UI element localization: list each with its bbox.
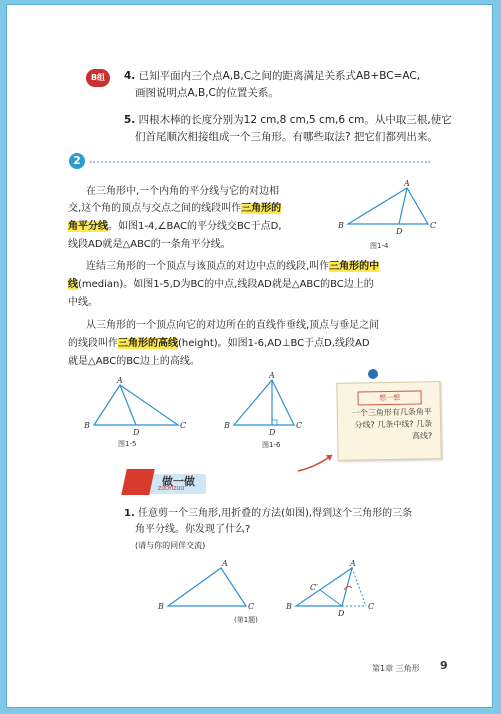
q1r-label-d: D — [338, 609, 345, 618]
figure-1-6 — [224, 370, 324, 450]
think-note-title: 想一想 — [357, 390, 421, 405]
arrow-icon — [296, 445, 356, 475]
section-number-badge: 2 — [69, 153, 85, 169]
q1-figure-right — [286, 558, 386, 618]
fig15-caption: 图1-5 — [118, 440, 137, 448]
q1r-label-b: B — [286, 602, 292, 611]
fig14-label-a: A — [404, 179, 410, 188]
activity-q1-line-1: 1. 任意剪一个三角形,用折叠的方法(如图),得到这个三角形的三条 — [124, 508, 413, 519]
figure-1-5 — [82, 375, 192, 455]
fig15-label-b: B — [84, 421, 90, 430]
section-divider — [90, 161, 430, 163]
activity-q1-line-2: 角平分线。你发现了什么? — [135, 524, 251, 535]
fig16-label-c: C — [296, 421, 303, 430]
fig15-label-d: D — [133, 428, 140, 437]
fig14-caption: 图1-4 — [370, 242, 389, 250]
para1-line-2: 交,这个角的顶点与交点之间的线段叫作三角形的 — [68, 203, 282, 214]
figure-1-4 — [336, 180, 436, 260]
fig16-label-b: B — [224, 421, 230, 430]
para3-line-3: 就是△ABC的BC边上的高线。 — [68, 356, 200, 367]
para1-line-3: 角平分线。如图1-4,∠BAC的平分线交BC于点D, — [68, 221, 282, 232]
problem-4-line-2: 画图说明点A,B,C的位置关系。 — [135, 87, 279, 99]
fig14-label-c: C — [430, 221, 437, 230]
para1-line-1: 在三角形中,一个内角的平分线与它的对边相 — [86, 186, 280, 197]
pin-icon — [368, 369, 378, 379]
problem-4-line-1: 4. 已知平面内三个点A,B,C之间的距离满足关系式AB+BC=AC, — [124, 70, 421, 82]
fig16-label-a: A — [269, 371, 275, 380]
q1-caption: (第1题) — [234, 616, 258, 624]
q1r-label-a: A — [350, 559, 356, 568]
group-b-badge: B组 — [86, 69, 110, 87]
fig16-caption: 图1-6 — [262, 441, 281, 449]
q1l-label-c: C — [248, 602, 255, 611]
activity-title: 做一做 — [162, 475, 195, 488]
para2-line-1: 连结三角形的一个顶点与该顶点的对边中点的线段,叫作三角形的中 — [86, 261, 380, 272]
fig16-label-d: D — [269, 428, 276, 437]
fig15-label-a: A — [117, 376, 123, 385]
q1r-label-c-prime: C′ — [310, 583, 318, 592]
para3-line-2: 的线段叫作三角形的高线(height)。如图1-6,AD⊥BC于点D,线段AD — [68, 338, 370, 349]
para1-line-4: 线段AD就是△ABC的一条角平分线。 — [68, 239, 231, 250]
think-note-body: 一个三角形有几条角平分线? 几条中线? 几条高线? — [351, 407, 433, 441]
q1r-label-c: C — [368, 602, 375, 611]
fig14-label-b: B — [338, 221, 344, 230]
fig15-label-c: C — [180, 421, 187, 430]
q1l-label-b: B — [158, 602, 164, 611]
footer-chapter: 第1章 三角形 — [372, 664, 420, 673]
problem-5-line-2: 们首尾顺次相接组成一个三角形。有哪些取法? 把它们都列出来。 — [135, 131, 438, 143]
scissors-icon — [121, 469, 155, 495]
page-number: 9 — [440, 659, 448, 672]
para2-line-3: 中线。 — [68, 297, 98, 308]
activity-pinyin: ZUOYIZUO — [158, 486, 185, 492]
q1l-label-a: A — [222, 559, 228, 568]
para2-line-2: 线(median)。如图1-5,D为BC的中点,线段AD就是△ABC的BC边上的 — [68, 279, 374, 290]
problem-5-line-1: 5. 四根木棒的长度分别为12 cm,8 cm,5 cm,6 cm。从中取三根,使它 — [124, 114, 452, 126]
q1-caption-wrap — [234, 612, 294, 626]
q1-figure-left — [156, 558, 266, 618]
activity-q1-hint: (请与你的同伴交流) — [135, 541, 206, 550]
para3-line-1: 从三角形的一个顶点向它的对边所在的直线作垂线,顶点与垂足之间 — [86, 320, 380, 331]
fig14-label-d: D — [396, 227, 403, 236]
